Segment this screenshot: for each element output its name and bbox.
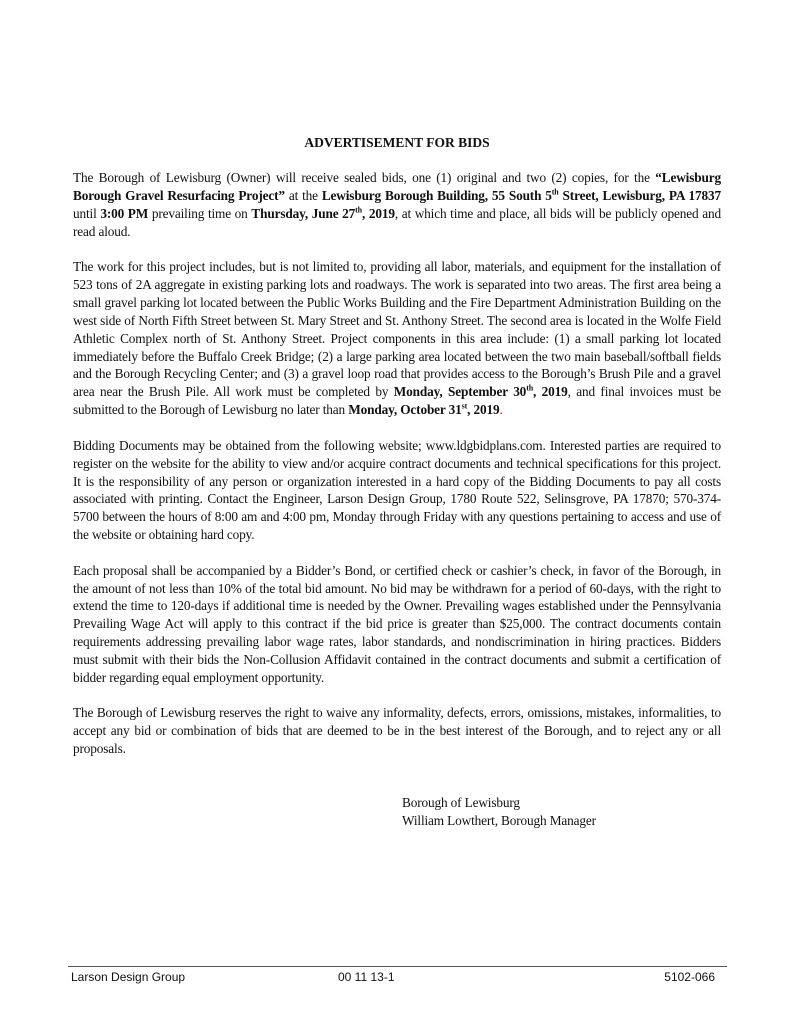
completion-date: Monday, September 30th, 2019 <box>393 383 568 400</box>
project-name: “Lewisburg Borough Gravel Resurfacing Project” <box>73 169 721 203</box>
invoice-deadline: Monday, October 31st, 2019 <box>348 401 500 418</box>
paragraph-scope <box>73 258 721 419</box>
footer-section-number: 00 11 13-1 <box>338 970 395 984</box>
text: at the <box>284 187 322 203</box>
paragraph-bidding-documents: Bidding Documents may be obtained from the following website; www.ldgbidplans.com. Interested parties are required to register on the website for the ability to view and/or acquire contract documents and technical specifications for this project. It is the responsibility of any person or organization interested in a hard copy of the Bidding Documents to pay all costs associated with printing. Contact the Engineer, Larson Design Group, 1780 Route 522, Selinsgrove, PA 17870; 570-374-5700 between the hours of 8:00 am and 4:00 pm, Monday through Friday with any questions pertaining to access and use of the website or obtaining hard copy. <box>73 437 721 543</box>
text: , at which time and place, all bids will be publicly opened and read aloud. <box>73 205 721 239</box>
text: The Borough of Lewisburg (Owner) will receive sealed bids, one (1) original and two (2) copies, for the <box>73 169 656 185</box>
footer-divider <box>68 966 727 967</box>
text: The work for this project includes, but is not limited to, providing all labor, materials, and equipment for the installation of 523 tons of 2A aggregate in existing parking lots and roadways. The work is separated into two areas. The first area being a small gravel parking lot located between the Public Works Building and the Fire Department Administration Building on the west side of North Fifth Street between St. Mary Street and St. Anthony Street. The second area is located in the Wolfe Field Athletic Complex north of St. Anthony Street. Project components in this area include: (1) a small parking lot located immediately before the Buffalo Creek Bridge; (2) a large parking area located between the two main baseball/softball fields and the Borough Recycling Center; and (3) a gravel loop road that provides access to the Borough’s Brush Pile and a gravel area near the Brush Pile. All work must be completed by <box>73 259 721 400</box>
text: , and final invoices must be submitted to the Borough of Lewisburg no later than <box>73 384 721 418</box>
footer-project-number: 5102-066 <box>664 970 715 984</box>
bid-date: Thursday, June 27th, 2019 <box>251 205 395 221</box>
bid-time: 3:00 PM <box>100 205 149 221</box>
paragraph-proposal-requirements: Each proposal shall be accompanied by a Bidder’s Bond, or certified check or cashier’s check, in favor of the Borough, in the amount of not less than 10% of the total bid amount. No bid may be withdrawn for a period of 60-days, with the right to extend the time to 120-days if additional time is needed by the Owner. Prevailing wages established under the Pennsylvania Prevailing Wage Act will apply to this contract if the bid price is greater than $25,000. The contract documents contain requirements addressing prevailing labor wage rates, labor standards, and nondiscrimination in hiring practices. Bidders must submit with their bids the Non-Collusion Affidavit contained in the contract documents and submit a certification of bidder regarding equal employment opportunity. <box>73 562 721 686</box>
footer-company: Larson Design Group <box>71 970 186 984</box>
text: prevailing time on <box>148 205 252 221</box>
document-body <box>73 134 721 830</box>
paragraph-reservation: The Borough of Lewisburg reserves the right to waive any informality, defects, errors, omissions, mistakes, informalities, to accept any bid or combination of bids that are deemed to be in the best interest of the Borough, and to reject any or all proposals. <box>73 705 721 757</box>
page-footer <box>68 970 727 986</box>
signature-org: Borough of Lewisburg <box>402 795 520 811</box>
red-period: . <box>499 402 503 418</box>
bid-location: Lewisburg Borough Building, 55 South 5th Street, Lewisburg, PA 17837 <box>321 187 721 203</box>
text: until <box>73 205 101 221</box>
signature-block <box>402 794 721 830</box>
document-title: ADVERTISEMENT FOR BIDS <box>304 135 490 150</box>
signature-name: William Lowthert, Borough Manager <box>402 813 596 829</box>
paragraph-intro <box>73 169 721 241</box>
